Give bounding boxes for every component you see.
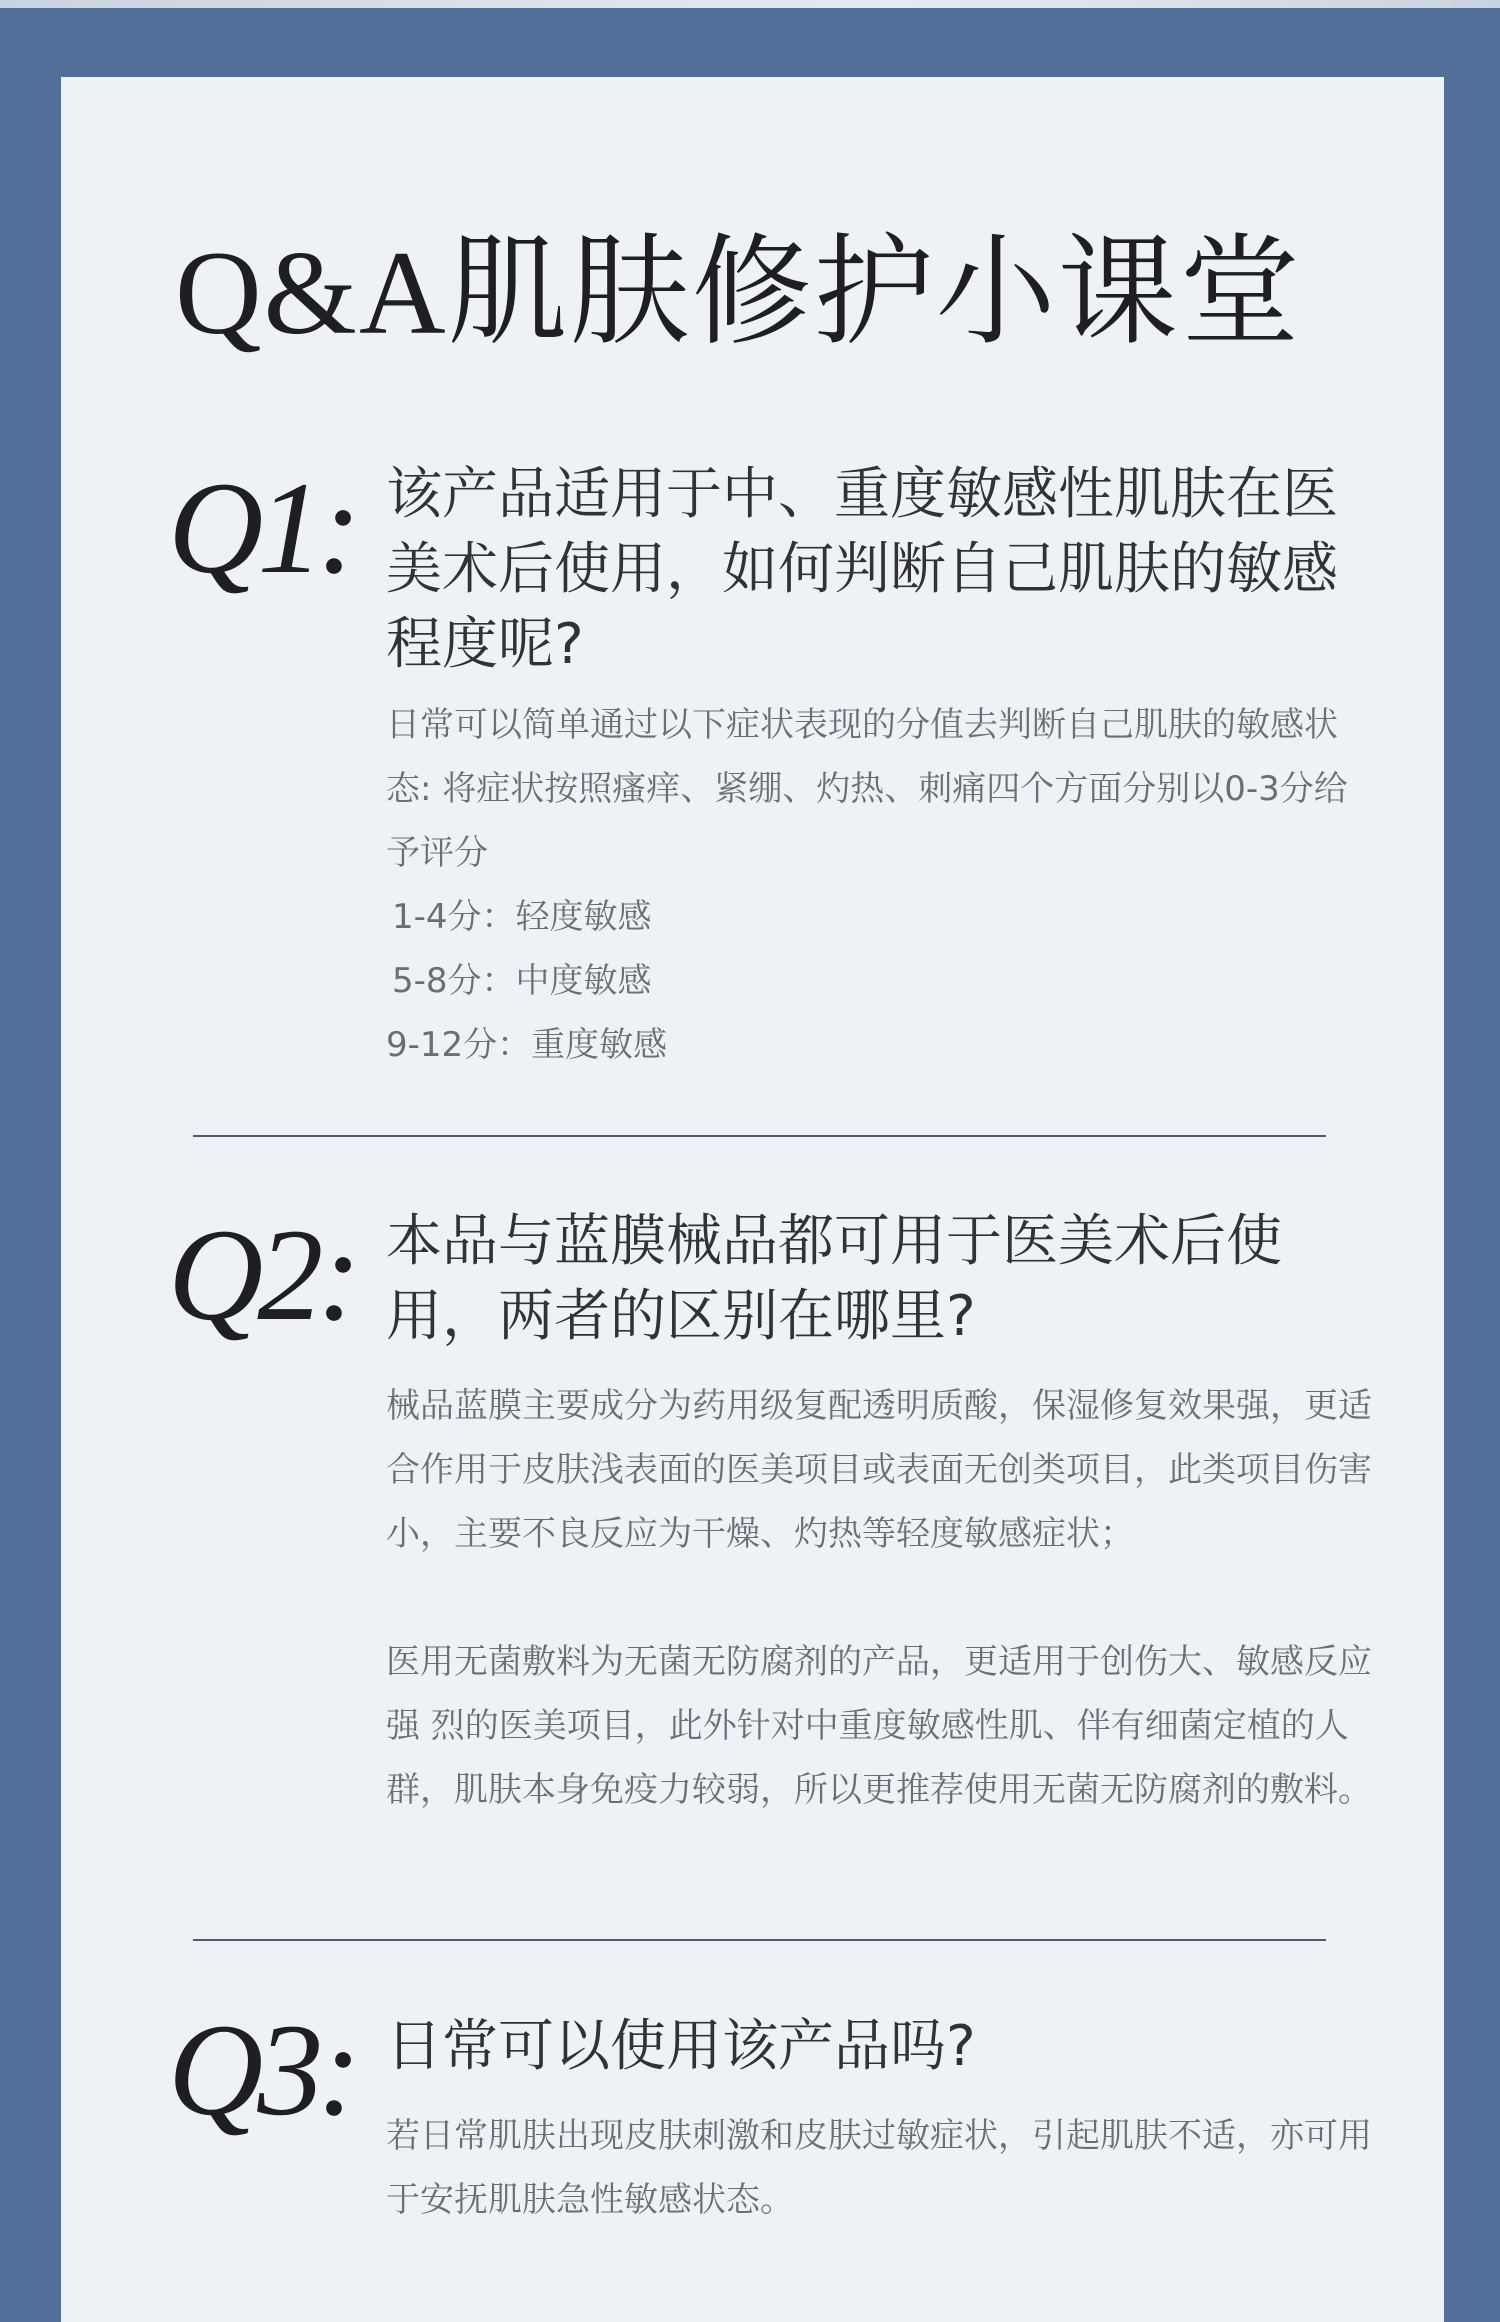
q2-answer-paragraph-1: 械品蓝膜主要成分为药用级复配透明质酸，保湿修复效果强，更适合作用于皮肤浅表面的医美项目或表面无创类项目，此类项目伤害小，主要不良反应为干燥、灼热等轻度敏感症状； xyxy=(386,1386,1372,1554)
q1-answer-paragraph: 日常可以简单通过以下症状表现的分值去判断自己肌肤的敏感状态: 将症状按照瘙痒、紧绷、灼热、刺痛四个方面分别以0-3分给予评分 xyxy=(386,705,1348,873)
qa-card xyxy=(61,77,1444,2322)
top-decorative-strip xyxy=(0,0,1500,8)
q1-answer xyxy=(386,693,1376,1077)
q1-score-severe: 9-12分：重度敏感 xyxy=(386,1025,668,1065)
q3-answer-paragraph: 若日常肌肤出现皮肤刺激和皮肤过敏症状，引起肌肤不适，亦可用于安抚肌肤急性敏感状态。 xyxy=(386,2116,1372,2220)
divider xyxy=(193,1939,1326,1941)
paragraph-spacer xyxy=(386,1566,1376,1630)
q2-answer xyxy=(386,1374,1376,1822)
q2-answer-paragraph-2: 医用无菌敷料为无菌无防腐剂的产品，更适用于创伤大、敏感反应强 烈的医美项目，此外针对中重度敏感性肌、伴有细菌定植的人群，肌肤本身免疫力较弱，所以更推荐使用无菌无防腐剂的敷料。 xyxy=(386,1642,1372,1810)
q2-question: 本品与蓝膜械品都可用于医美术后使用，两者的区别在哪里? xyxy=(386,1209,1282,1349)
q2-marker: Q2: xyxy=(168,1201,356,1348)
q3-answer xyxy=(386,2104,1376,2232)
q1-score-mild: 1-4分：轻度敏感 xyxy=(392,897,652,937)
q1-marker: Q1: xyxy=(168,454,356,601)
q3-marker: Q3: xyxy=(168,1996,356,2143)
q1-question: 该产品适用于中、重度敏感性肌肤在医美术后使用，如何判断自己肌肤的敏感程度呢? xyxy=(386,462,1338,677)
divider xyxy=(193,1135,1326,1137)
page-title: Q&A肌肤修护小课堂 xyxy=(175,226,1302,359)
q3-question: 日常可以使用该产品吗? xyxy=(386,2014,976,2079)
q1-score-moderate: 5-8分：中度敏感 xyxy=(392,961,652,1001)
